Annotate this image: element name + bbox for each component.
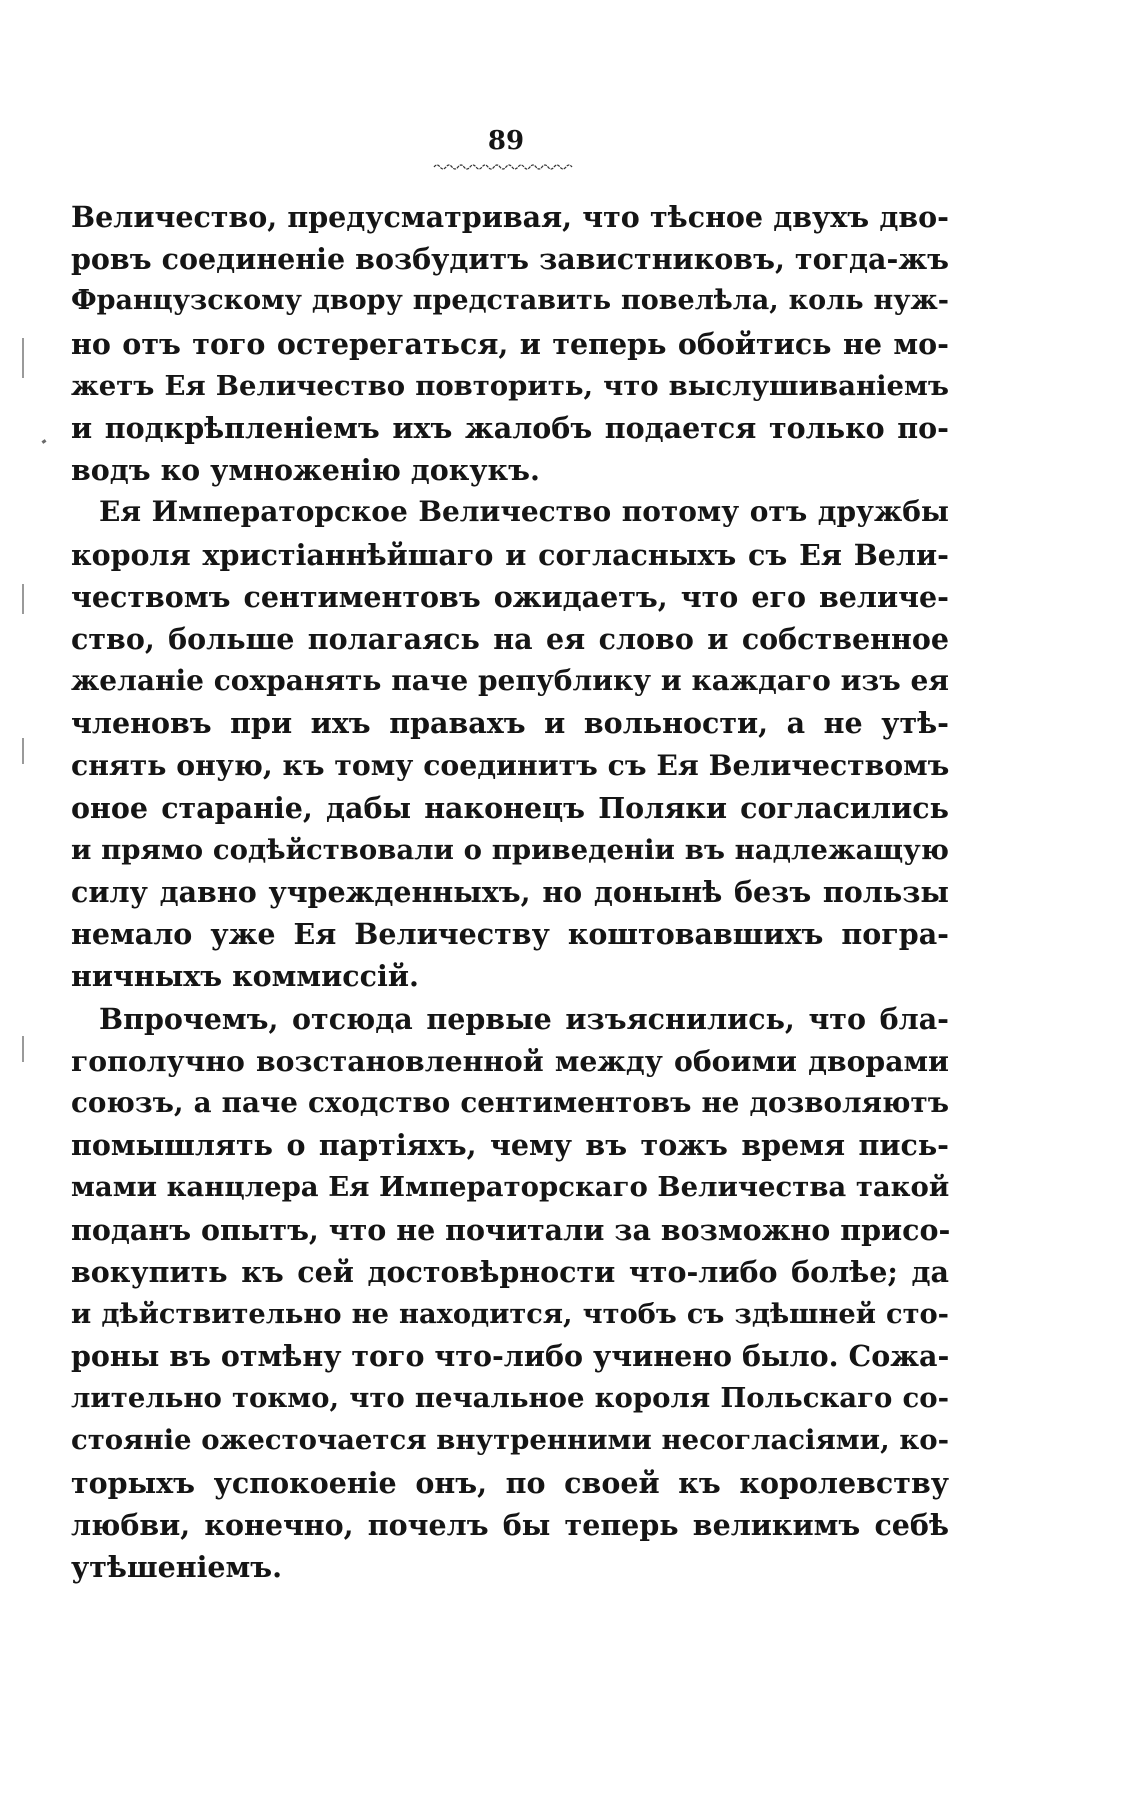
text-line: но отъ того остерегаться, и теперь обойтись не мо- [71, 326, 949, 361]
text-line: силу давно учрежденныхъ, но донынѣ безъ пользы [71, 875, 949, 909]
text-line: снять оную, къ тому соединитъ съ Ея Величествомъ [71, 748, 950, 783]
text-line: союзъ, а паче сходство сентиментовъ не дозволяютъ [71, 1085, 949, 1119]
text-line: жетъ Ея Величество повторить, что выслушиваніемъ [71, 369, 949, 402]
text-line: поданъ опытъ, что не почитали за возможно присо- [71, 1212, 951, 1247]
text-line: торыхъ успокоеніе онъ, по своей къ королевству [71, 1465, 949, 1500]
text-line: ничныхъ коммиссій. [71, 959, 419, 994]
text-line: Величество, предусматривая, что тѣсное двухъ дво- [71, 200, 949, 234]
text-line: оное стараніе, дабы наконецъ Поляки согласились [71, 790, 949, 825]
text-line: членовъ при ихъ правахъ и вольности, а не утѣ- [71, 706, 949, 741]
text-line: ровъ соединеніе возбудитъ завистниковъ, тогда-жъ [71, 242, 949, 277]
text-line: и дѣйствительно не находится, чтобъ съ здѣшней сто- [71, 1297, 949, 1330]
margin-mark [42, 439, 47, 444]
margin-mark [22, 1036, 24, 1062]
text-line: помышлять о партіяхъ, чему въ тожъ время пись- [71, 1128, 949, 1163]
text-line: желаніе сохранять паче републику и каждаго изъ ея [71, 664, 949, 698]
text-line: Ея Императорское Величество потому отъ дружбы [99, 495, 949, 529]
text-line: мами канцлера Ея Императорскаго Величества такой [71, 1171, 950, 1204]
text-line: короля христіаннѣйшаго и согласныхъ съ Ея Вели- [71, 537, 949, 572]
text-line: и подкрѣпленіемъ ихъ жалобъ подается только по- [71, 410, 949, 445]
text-line: и прямо содѣйствовали о приведеніи въ надлежащую [71, 833, 949, 866]
text-line: любви, конечно, почелъ бы теперь великимъ себѣ [71, 1507, 949, 1542]
margin-mark [22, 738, 24, 764]
text-line: Впрочемъ, отсюда первые изъяснились, что бла- [99, 1001, 949, 1036]
text-line: Французскому двору представить повелѣла, коль нуж- [71, 285, 949, 317]
text-line: чествомъ сентиментовъ ожидаетъ, что его величе- [71, 579, 949, 614]
text-line: немало уже Ея Величеству коштовавшихъ погра- [71, 917, 949, 952]
text-line: гополучно возстановленной между обоими дворами [71, 1043, 949, 1078]
text-line: водъ ко умноженію докукъ. [71, 453, 540, 488]
page-number: 89 [487, 126, 525, 156]
text-line: лительно токмо, что печальное короля Польскаго со- [71, 1382, 949, 1415]
text-line: вокупить къ сей достовѣрности что-либо болѣе; да [71, 1254, 949, 1289]
decorative-rule [432, 160, 582, 174]
margin-mark [22, 584, 24, 614]
body-text [71, 196, 949, 1588]
text-line: ство, больше полагаясь на ея слово и собственное [71, 621, 949, 656]
text-line: стояніе ожесточается внутренними несогласіями, ко- [71, 1424, 949, 1457]
margin-mark [22, 338, 24, 378]
text-line: утѣшеніемъ. [71, 1550, 283, 1584]
text-line: роны въ отмѣну того что-либо учинено было. Сожа- [71, 1339, 950, 1374]
